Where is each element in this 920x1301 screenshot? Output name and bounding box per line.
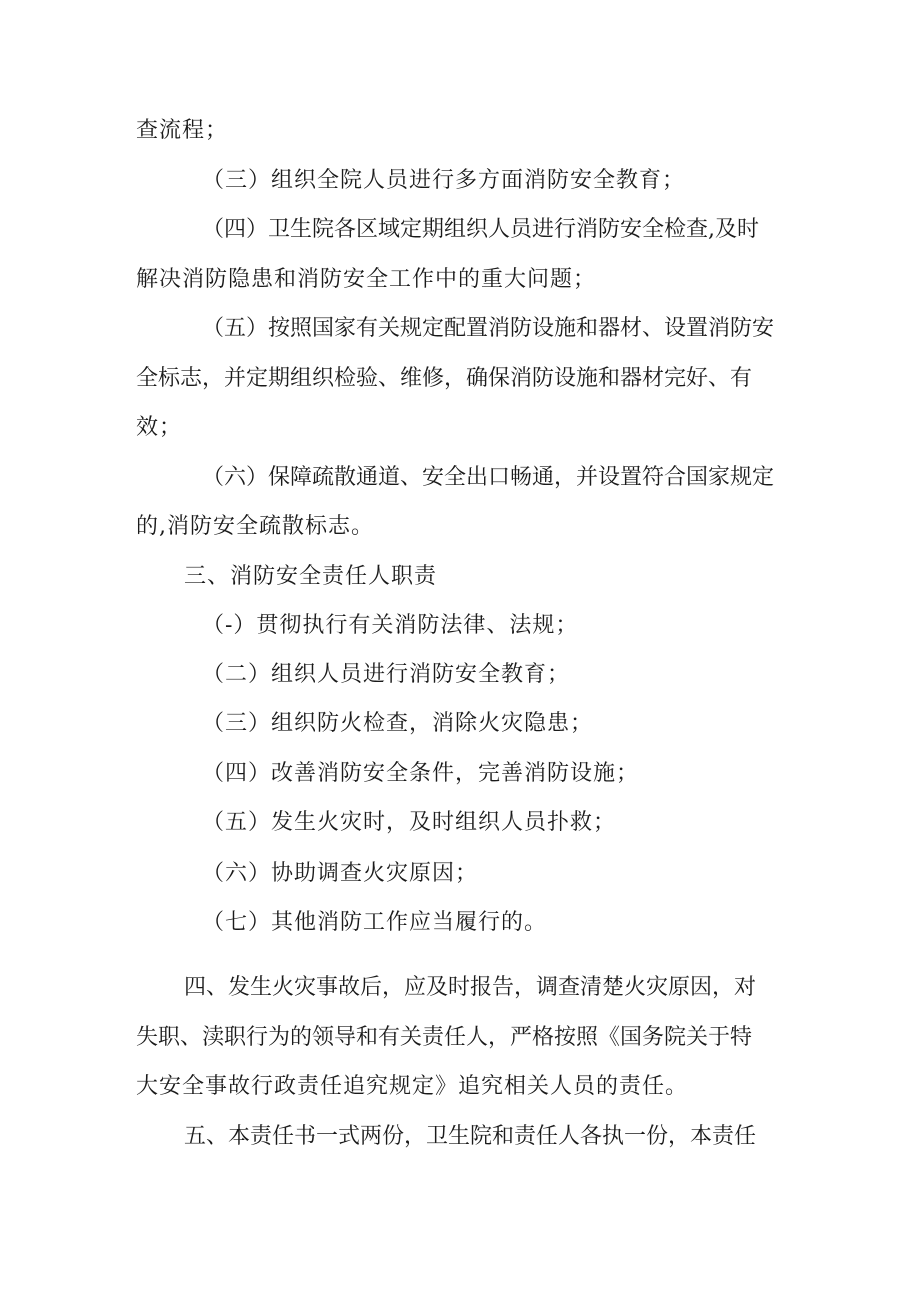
text-line: 全标志，并定期组织检验、维修，确保消防设施和器材完好、有 [136,366,753,391]
text-line: （四）改善消防安全条件，完善消防设施； [202,761,640,786]
text-line: （四）卫生院各区域定期组织人员进行消防安全检查,及时 [202,217,759,242]
text-line: 解决消防隐患和消防安全工作中的重大问题； [136,267,597,292]
text-line: 失职、渎职行为的领导和有关责任人，严格按照《国务院关于特 [136,1025,753,1050]
text-line: 五、本责任书一式两份，卫生院和责任人各执一份，本责任 [184,1124,757,1149]
text-line: （-）贯彻执行有关消防法律、法规； [202,613,579,638]
text-line: （七）其他消防工作应当履行的。 [202,910,548,935]
text-line: （六）保障疏散通道、安全出口畅通，并设置符合国家规定 [202,465,775,490]
text-line: 大安全事故行政责任追究规定》追究相关人员的责任。 [136,1074,689,1099]
text-line: 四、发生火灾事故后，应及时报告，调查清楚火灾原因，对 [184,975,757,1000]
text-line: 查流程； [136,118,229,143]
text-line: （二）组织人员进行消防安全教育； [202,662,571,687]
text-line: （五）发生火灾时，及时组织人员扑救； [202,810,617,835]
text-line: 的,消防安全疏散标志。 [136,514,374,539]
text-line: （三）组织防火检查，消除火灾隐患； [202,711,594,736]
text-line: （五）按照国家有关规定配置消防设施和器材、设置消防安 [202,316,775,341]
text-line: （三）组织全院人员进行多方面消防安全教育； [202,168,686,193]
text-line: （六）协助调查火灾原因； [202,861,479,886]
text-line: 效； [136,415,183,440]
section-heading: 三、消防安全责任人职责 [184,564,438,589]
